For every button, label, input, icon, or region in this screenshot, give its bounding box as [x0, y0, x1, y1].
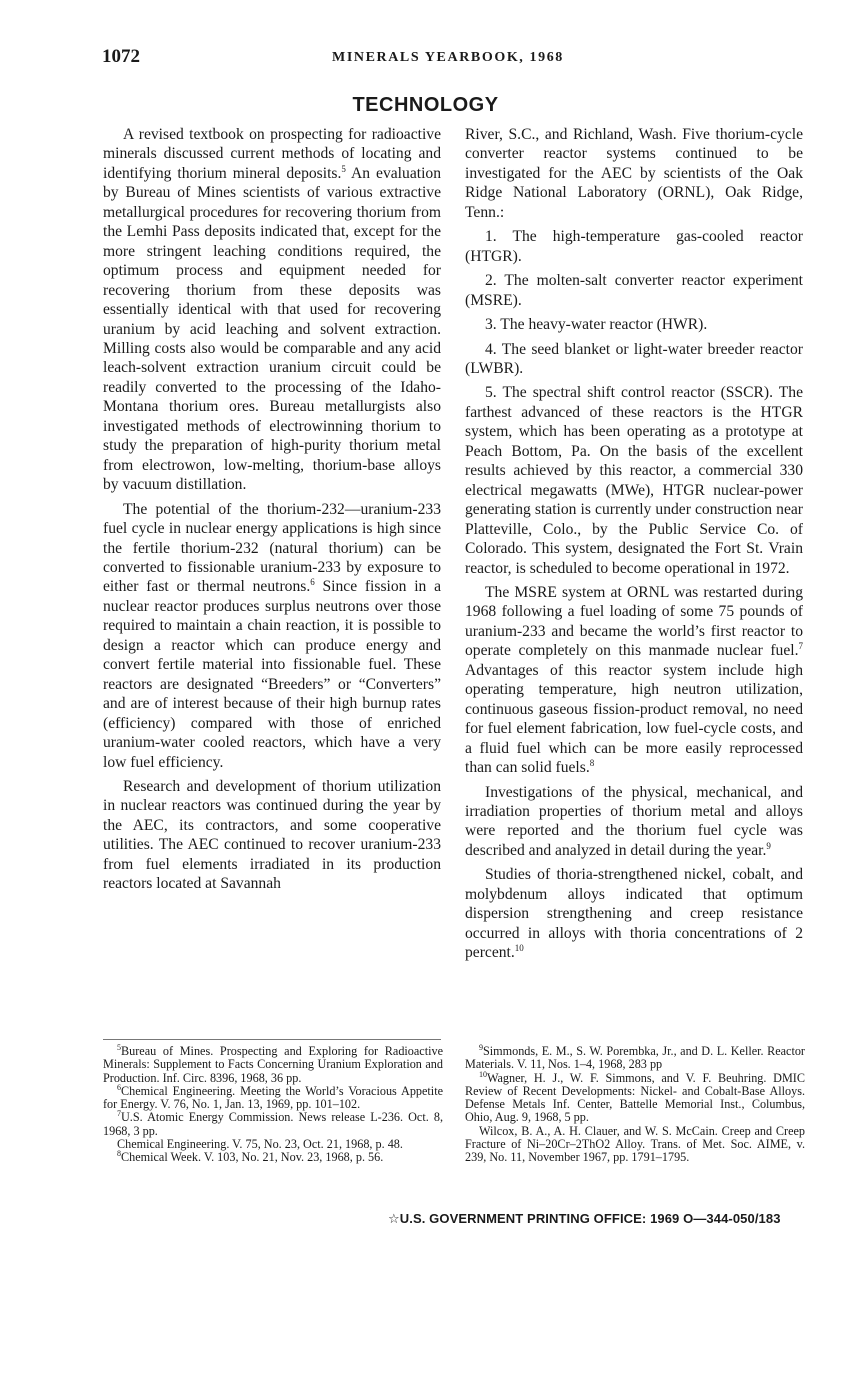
paragraph: River, S.C., and Richland, Wash. Five thorium-cycle converter reactor systems continued to be investigated for the AEC by scientists of the Oak Ridge National Laboratory (ORNL), Oak Ridge, Tenn.:: [465, 126, 803, 221]
footnote: [465, 1125, 805, 1165]
printing-office-text: U.S. GOVERNMENT PRINTING OFFICE: 1969 O—344-050/183: [399, 1211, 781, 1226]
footnote-ref: 6: [310, 577, 315, 588]
footnote-text: Chemical Week. V. 103, No. 21, Nov. 23, 1968, p. 56.: [121, 1150, 384, 1165]
left-column: [103, 125, 441, 899]
footnote: [103, 1082, 443, 1112]
paragraph-text: An evaluation by Bureau of Mines scientists of various extractive metallurgical procedures for recovering thorium from the Lemhi Pass deposits indicated that, except for the more stringent leaching conditions required, the optimum process and equipment needed for recovering thorium from these deposits was essentially identical with that used for recovering uranium by acid leaching and solvent extraction. Milling costs also would be comparable and any acid leach-solvent extraction uranium circuit could be readily converted to the processing of the Idaho-Montana thorium ores. Bureau metallurgists also investigated methods of electrowinning thorium to study the preparation of high-purity thorium metal from electrowon, low-melting, thorium-base alloys by vacuum distillation.: [103, 164, 441, 494]
footnote-number: 5: [117, 1042, 121, 1052]
footnote-number: 6: [117, 1082, 121, 1092]
footnote-number: 8: [117, 1149, 121, 1159]
footnote-number: 7: [117, 1109, 121, 1119]
printing-office-line: [388, 1211, 781, 1227]
paragraph-text: Studies of thoria-strengthened nickel, cobalt, and molybdenum alloys indicated that optimum dispersion strengthening and creep resistance occurred in alloys with thoria concentrations of 2 percent.: [465, 866, 803, 962]
list-item: 1. The high-temperature gas-cooled reactor (HTGR).: [465, 228, 803, 265]
paragraph-text: The MSRE system at ORNL was restarted during 1968 following a fuel loading of some 75 pounds of uranium-233 and became the world’s first reactor to operate completely on this manmade nuclear fuel.: [465, 583, 803, 660]
page-number: 1072: [102, 46, 140, 67]
paragraph-text: Advantages of this reactor system include high operating temperature, high neutron utilization, continuous gaseous fission-product removal, no need for fuel element fabrication, low fuel-cycle costs, and a fluid fuel which can be more easily reprocessed than can solid fuels.: [465, 661, 803, 777]
footnote-ref: 10: [514, 942, 524, 953]
page-header: [102, 46, 771, 74]
paragraph-text: Since fission in a nuclear reactor produces surplus neutrons over those required to maintain a chain reaction, it is possible to design a reactor which can produce energy and convert fertile material into fissionable fuel. These reactors are designated “Breeders” or “Converters” and are of interest because of their high burnup rates (efficiency) compared with those of enriched uranium-water cooled reactors, which have a very low fuel efficiency.: [103, 578, 441, 771]
paragraph: [103, 125, 441, 495]
paragraph: [103, 500, 441, 772]
list-item: 4. The seed blanket or light-water breeder reactor (LWBR).: [465, 340, 803, 377]
footnote: [465, 1069, 805, 1125]
footnote-text: Wagner, H. J., W. F. Simmons, and V. F. Beuhring. DMIC Review of Recent Developments: Nickel- and Cobalt-Base Alloys. Defense Metals Inf. Center, Battelle Memorial Inst., Columbus, Ohio, Aug. 9, 1968, 5 pp.: [465, 1070, 805, 1125]
section-title: TECHNOLOGY: [352, 94, 499, 116]
footnote-text: Wilcox, B. A., A. H. Clauer, and W. S. McCain. Creep and Creep Fracture of Ni–20Cr–2ThO2 Alloy. Trans. of Met. Soc. AIME, v. 239, No. 11, November 1967, pp. 1791–1795.: [465, 1123, 805, 1165]
paragraph-text: The potential of the thorium-232—uranium-233 fuel cycle in nuclear energy applications is high since the fertile thorium-232 (natural thorium) can be converted to fissionable uranium-233 by exposure to either fast or thermal neutrons.: [103, 500, 441, 596]
footnotes-right: [465, 1042, 805, 1165]
list-item: 2. The molten-salt converter reactor experiment (MSRE).: [465, 272, 803, 309]
paragraph: [465, 783, 803, 861]
footnote-number: 9: [479, 1042, 483, 1052]
star-icon: ☆: [388, 1211, 400, 1226]
footnote-text: U.S. Atomic Energy Commission. News release L-236. Oct. 8, 1968, 3 pp.: [103, 1110, 443, 1138]
footnote-number: 10: [479, 1069, 487, 1079]
running-title: MINERALS YEARBOOK, 1968: [332, 50, 564, 65]
footnotes-left: [103, 1042, 443, 1165]
footnote: [103, 1151, 443, 1164]
footnote-ref: 9: [766, 840, 771, 851]
paragraph: [465, 865, 803, 962]
footnote-ref: 7: [798, 641, 803, 652]
footnote: [103, 1111, 443, 1138]
paragraph-text: Investigations of the physical, mechanical, and irradiation properties of thorium metal and alloys were reported and the thorium fuel cycle was described and analyzed in detail during the year.: [465, 783, 803, 859]
footnote-ref: 8: [589, 757, 595, 768]
footnote-text: Chemical Engineering. Meeting the World’s Voracious Appetite for Energy. V. 76, No. 1, Jan. 13, 1969, pp. 101–102.: [103, 1083, 443, 1112]
paragraph: Research and development of thorium utilization in nuclear reactors was continued during the year by the AEC, its contractors, and some cooperative utilities. The AEC continued to recover uranium-233 from fuel elements irradiated in its production reactors located at Savannah: [103, 777, 441, 893]
list-item: 5. The spectral shift control reactor (SSCR). The farthest advanced of these reactors is the HTGR system, which has been operating as a prototype at Peach Bottom, Pa. On the basis of the excellent results achieved by this reactor, a commercial 330 electrical megawatts (MWe), HTGR nuclear-power generating station is currently under construction near Platteville, Colo., by the Public Service Co. of Colorado. This system, designated the Fort St. Vrain reactor, is scheduled to become operational in 1972.: [465, 384, 803, 577]
right-column: [465, 125, 803, 968]
paragraph-text: A revised textbook on prospecting for radioactive minerals discussed current methods of locating and identifying thorium mineral deposits.: [103, 126, 441, 182]
footnote-text: Chemical Engineering. V. 75, No. 23, Oct. 21, 1968, p. 48.: [117, 1137, 403, 1152]
footnote: [103, 1042, 443, 1085]
footnote-text: Bureau of Mines. Prospecting and Exploring for Radioactive Minerals: Supplement to Facts Concerning Uranium Exploration and Production. Inf. Circ. 8396, 1968, 36 pp.: [103, 1044, 443, 1085]
list-item: 3. The heavy-water reactor (HWR).: [485, 316, 708, 334]
footnote: [465, 1042, 805, 1072]
footnote-ref: 5: [341, 163, 346, 174]
paragraph: [465, 583, 803, 778]
footnote-rule: [103, 1039, 441, 1040]
footnote-text: Simmonds, E. M., S. W. Porembka, Jr., and D. L. Keller. Reactor Materials. V. 11, Nos. 1–4, 1968, 283 pp: [465, 1044, 805, 1072]
